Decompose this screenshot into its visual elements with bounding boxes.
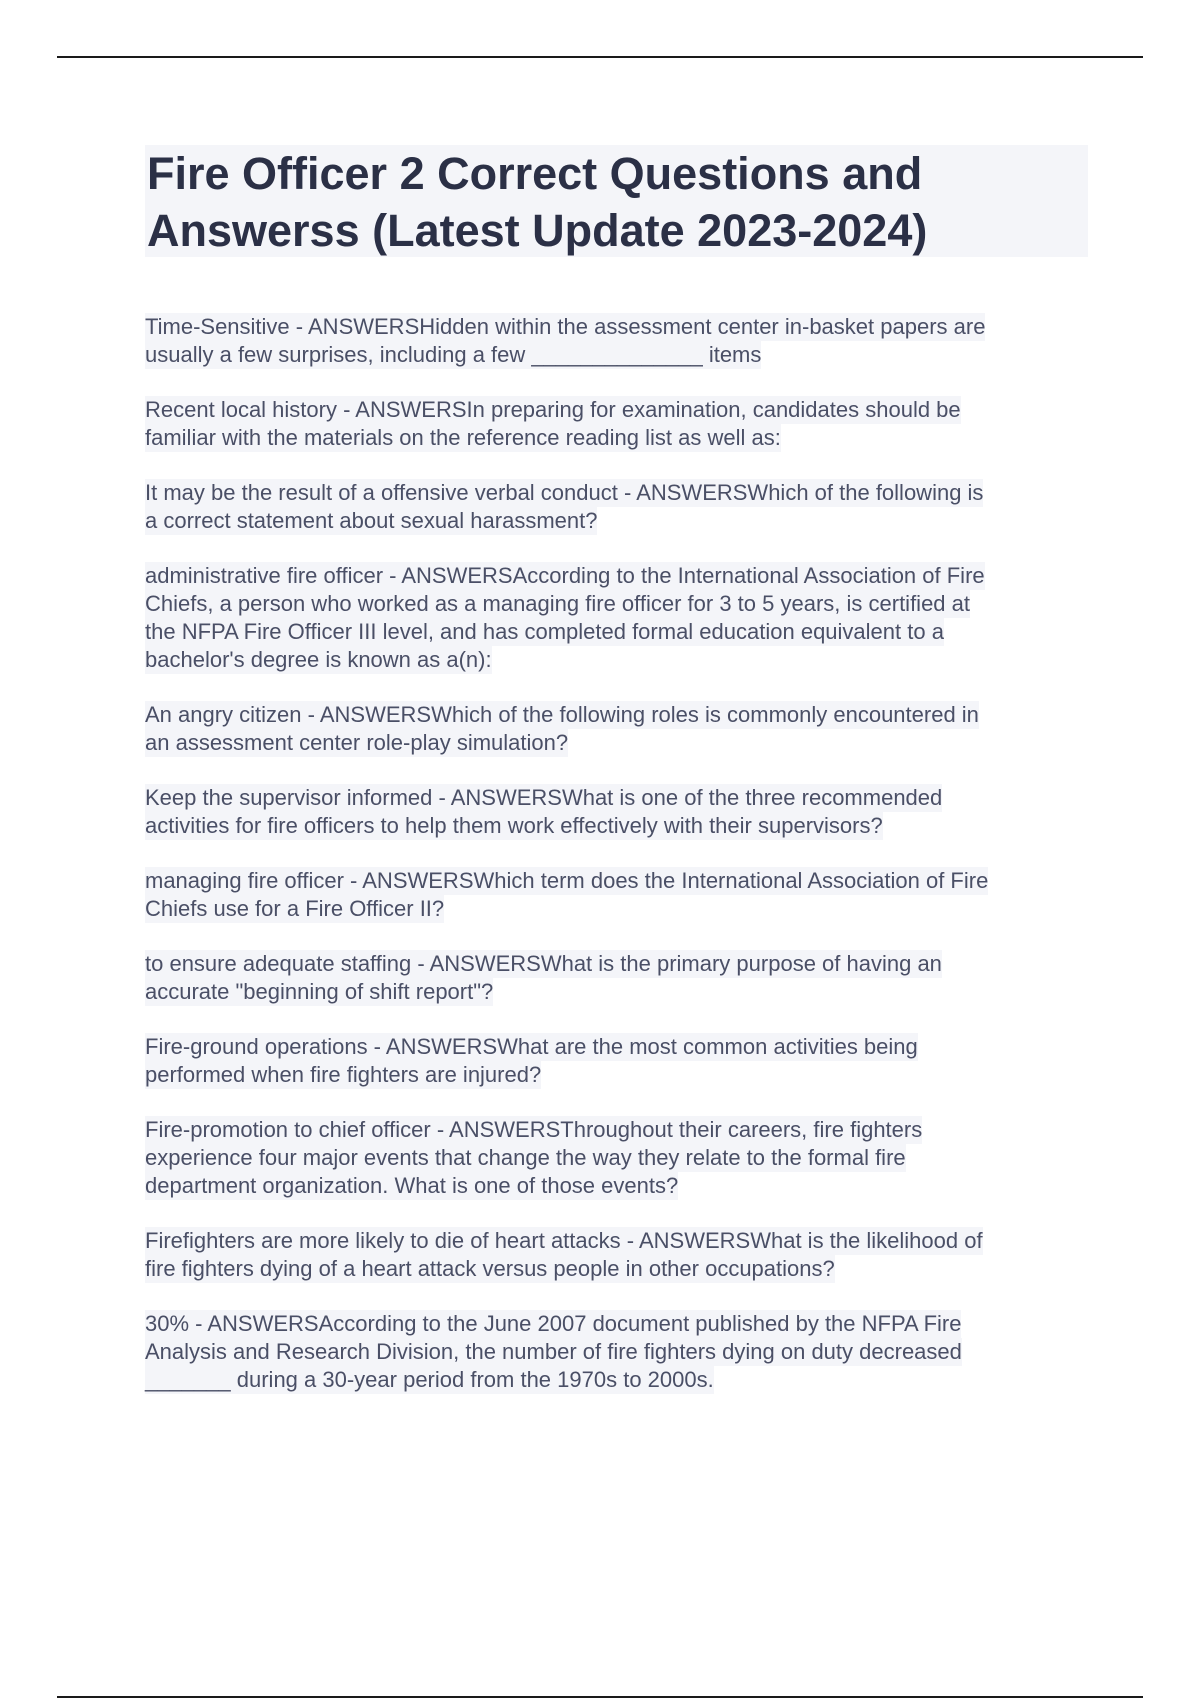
qa-line: administrative fire officer - ANSWERSAccording to the International Association of Fire <box>145 563 985 588</box>
qa-line-wrapper <box>145 396 1095 424</box>
qa-item <box>145 1310 1095 1394</box>
qa-line: bachelor's degree is known as a(n): <box>145 647 492 672</box>
qa-item <box>145 479 1095 535</box>
qa-line: the NFPA Fire Officer III level, and has completed formal education equivalent to a <box>145 619 944 644</box>
qa-line: accurate "beginning of shift report"? <box>145 979 494 1004</box>
qa-line: familiar with the materials on the reference reading list as well as: <box>145 425 781 450</box>
qa-item <box>145 1116 1095 1200</box>
qa-line-wrapper <box>145 978 1095 1006</box>
qa-line-wrapper <box>145 895 1095 923</box>
qa-line: fire fighters dying of a heart attack versus people in other occupations? <box>145 1256 835 1281</box>
qa-line: Fire-ground operations - ANSWERSWhat are the most common activities being <box>145 1034 918 1059</box>
qa-line-wrapper <box>145 1310 1095 1338</box>
qa-line: Chiefs use for a Fire Officer II? <box>145 896 445 921</box>
qa-item <box>145 784 1095 840</box>
qa-line-wrapper <box>145 1255 1095 1283</box>
qa-line-wrapper <box>145 646 1095 674</box>
qa-line: Chiefs, a person who worked as a managing fire officer for 3 to 5 years, is certified at <box>145 591 970 616</box>
qa-line-wrapper <box>145 1061 1095 1089</box>
qa-line: managing fire officer - ANSWERSWhich term does the International Association of Fire <box>145 868 989 893</box>
qa-line-wrapper <box>145 1227 1095 1255</box>
top-divider <box>57 56 1143 58</box>
qa-list <box>145 313 1095 1421</box>
title-block <box>145 145 1088 257</box>
qa-line-wrapper <box>145 1366 1095 1394</box>
qa-item <box>145 562 1095 674</box>
qa-line: usually a few surprises, including a few ______________ items <box>145 342 762 367</box>
qa-line: Recent local history - ANSWERSIn preparing for examination, candidates should be <box>145 397 961 422</box>
qa-line: An angry citizen - ANSWERSWhich of the following roles is commonly encountered in <box>145 702 979 727</box>
qa-line: 30% - ANSWERSAccording to the June 2007 document published by the NFPA Fire <box>145 1311 962 1336</box>
qa-line: Analysis and Research Division, the number of fire fighters dying on duty decreased <box>145 1339 962 1364</box>
qa-line-wrapper <box>145 784 1095 812</box>
qa-line: department organization. What is one of those events? <box>145 1173 679 1198</box>
title-line: Fire Officer 2 Correct Questions and <box>147 148 923 199</box>
qa-line: a correct statement about sexual harassment? <box>145 508 598 533</box>
qa-line: activities for fire officers to help them work effectively with their supervisors? <box>145 813 883 838</box>
title-line: Answerss (Latest Update 2023-2024) <box>147 205 928 256</box>
qa-line-wrapper <box>145 618 1095 646</box>
qa-line-wrapper <box>145 562 1095 590</box>
qa-line-wrapper <box>145 867 1095 895</box>
qa-line: an assessment center role-play simulation? <box>145 730 569 755</box>
qa-line: experience four major events that change the way they relate to the formal fire <box>145 1145 906 1170</box>
qa-line: Time-Sensitive - ANSWERSHidden within the assessment center in-basket papers are <box>145 314 986 339</box>
qa-item <box>145 950 1095 1006</box>
qa-line-wrapper <box>145 1033 1095 1061</box>
qa-line-wrapper <box>145 729 1095 757</box>
qa-item <box>145 1033 1095 1089</box>
qa-line-wrapper <box>145 1116 1095 1144</box>
qa-line: performed when fire fighters are injured? <box>145 1062 542 1087</box>
qa-line: _______ during a 30-year period from the 1970s to 2000s. <box>145 1367 714 1392</box>
qa-item <box>145 867 1095 923</box>
qa-line-wrapper <box>145 1172 1095 1200</box>
qa-item <box>145 396 1095 452</box>
bottom-divider <box>57 1696 1143 1698</box>
qa-item <box>145 1227 1095 1283</box>
qa-line-wrapper <box>145 507 1095 535</box>
qa-line-wrapper <box>145 341 1095 369</box>
qa-line-wrapper <box>145 1144 1095 1172</box>
qa-line: Fire-promotion to chief officer - ANSWERSThroughout their careers, fire fighters <box>145 1117 923 1142</box>
qa-item <box>145 313 1095 369</box>
qa-line-wrapper <box>145 424 1095 452</box>
qa-line-wrapper <box>145 590 1095 618</box>
qa-line: to ensure adequate staffing - ANSWERSWhat is the primary purpose of having an <box>145 951 942 976</box>
qa-line-wrapper <box>145 479 1095 507</box>
qa-line-wrapper <box>145 701 1095 729</box>
qa-item <box>145 701 1095 757</box>
qa-line: It may be the result of a offensive verbal conduct - ANSWERSWhich of the following is <box>145 480 984 505</box>
qa-line-wrapper <box>145 950 1095 978</box>
qa-line-wrapper <box>145 313 1095 341</box>
qa-line-wrapper <box>145 812 1095 840</box>
qa-line-wrapper <box>145 1338 1095 1366</box>
page-title <box>145 145 1088 259</box>
qa-line: Firefighters are more likely to die of heart attacks - ANSWERSWhat is the likelihood of <box>145 1228 983 1253</box>
qa-line: Keep the supervisor informed - ANSWERSWhat is one of the three recommended <box>145 785 943 810</box>
